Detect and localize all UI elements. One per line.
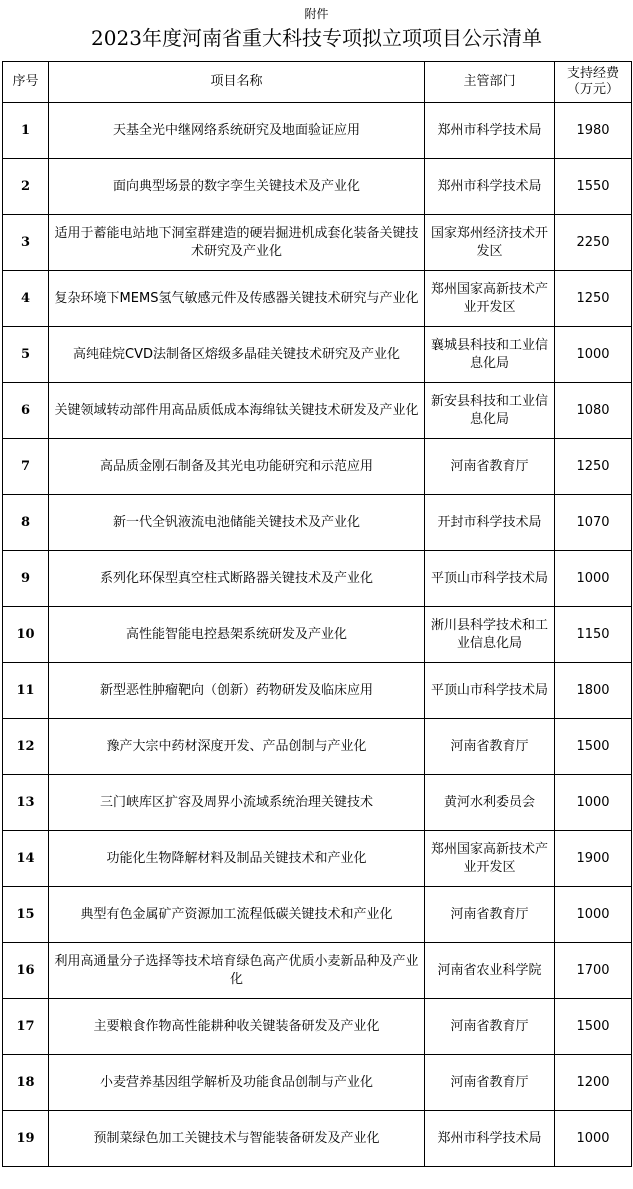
table-row <box>3 663 632 719</box>
table-row <box>3 159 632 215</box>
funding-cell: 1980 <box>555 103 632 159</box>
table-row <box>3 551 632 607</box>
funding-cell: 1250 <box>555 439 632 495</box>
project-name-cell: 预制菜绿色加工关键技术与智能装备研发及产业化 <box>49 1111 425 1167</box>
table-row <box>3 215 632 271</box>
table-header-row <box>3 62 632 103</box>
table-row <box>3 607 632 663</box>
table-row <box>3 1111 632 1167</box>
row-number-cell: 9 <box>3 551 49 607</box>
funding-cell: 1000 <box>555 327 632 383</box>
table-row <box>3 1055 632 1111</box>
department-cell: 新安县科技和工业信息化局 <box>425 383 555 439</box>
row-number-cell: 10 <box>3 607 49 663</box>
table-row <box>3 719 632 775</box>
funding-cell: 1070 <box>555 495 632 551</box>
department-cell: 郑州国家高新技术产业开发区 <box>425 831 555 887</box>
funding-cell: 1550 <box>555 159 632 215</box>
project-name-cell: 典型有色金属矿产资源加工流程低碳关键技术和产业化 <box>49 887 425 943</box>
funding-cell: 1800 <box>555 663 632 719</box>
funding-cell: 1250 <box>555 271 632 327</box>
project-name-cell: 高纯硅烷CVD法制备区熔级多晶硅关键技术研究及产业化 <box>49 327 425 383</box>
funding-cell: 1500 <box>555 719 632 775</box>
department-cell: 郑州国家高新技术产业开发区 <box>425 271 555 327</box>
department-cell: 河南省教育厅 <box>425 719 555 775</box>
funding-cell: 1900 <box>555 831 632 887</box>
department-cell: 开封市科学技术局 <box>425 495 555 551</box>
funding-cell: 1200 <box>555 1055 632 1111</box>
funding-cell: 1150 <box>555 607 632 663</box>
project-name-cell: 复杂环境下MEMS氢气敏感元件及传感器关键技术研究与产业化 <box>49 271 425 327</box>
row-number-cell: 3 <box>3 215 49 271</box>
row-number-cell: 2 <box>3 159 49 215</box>
project-table <box>2 61 632 1167</box>
page-title: 2023年度河南省重大科技专项拟立项项目公示清单 <box>91 26 542 50</box>
table-row <box>3 103 632 159</box>
table-row <box>3 831 632 887</box>
department-cell: 河南省教育厅 <box>425 1055 555 1111</box>
column-header-funds-line2: （万元） <box>566 82 619 97</box>
funding-cell: 1000 <box>555 887 632 943</box>
project-name-cell: 小麦营养基因组学解析及功能食品创制与产业化 <box>49 1055 425 1111</box>
row-number-cell: 7 <box>3 439 49 495</box>
project-name-cell: 系列化环保型真空柱式断路器关键技术及产业化 <box>49 551 425 607</box>
project-name-cell: 高性能智能电控悬架系统研发及产业化 <box>49 607 425 663</box>
row-number-cell: 8 <box>3 495 49 551</box>
row-number-cell: 19 <box>3 1111 49 1167</box>
table-row <box>3 327 632 383</box>
funding-cell: 2250 <box>555 215 632 271</box>
row-number-cell: 13 <box>3 775 49 831</box>
project-name-cell: 豫产大宗中药材深度开发、产品创制与产业化 <box>49 719 425 775</box>
project-name-cell: 关键领域转动部件用高品质低成本海绵钛关键技术研发及产业化 <box>49 383 425 439</box>
department-cell: 河南省教育厅 <box>425 439 555 495</box>
funding-cell: 1700 <box>555 943 632 999</box>
table-row <box>3 271 632 327</box>
column-header-name: 项目名称 <box>49 62 425 103</box>
table-row <box>3 999 632 1055</box>
row-number-cell: 18 <box>3 1055 49 1111</box>
project-name-cell: 主要粮食作物高性能耕种收关键装备研发及产业化 <box>49 999 425 1055</box>
project-name-cell: 新一代全钒液流电池储能关键技术及产业化 <box>49 495 425 551</box>
project-name-cell: 高品质金刚石制备及其光电功能研究和示范应用 <box>49 439 425 495</box>
row-number-cell: 12 <box>3 719 49 775</box>
department-cell: 襄城县科技和工业信息化局 <box>425 327 555 383</box>
department-cell: 郑州市科学技术局 <box>425 103 555 159</box>
funding-cell: 1080 <box>555 383 632 439</box>
department-cell: 黄河水利委员会 <box>425 775 555 831</box>
row-number-cell: 6 <box>3 383 49 439</box>
department-cell: 平顶山市科学技术局 <box>425 663 555 719</box>
funding-cell: 1000 <box>555 551 632 607</box>
department-cell: 河南省教育厅 <box>425 999 555 1055</box>
column-header-funds-line1: 支持经费 <box>566 66 619 81</box>
row-number-cell: 1 <box>3 103 49 159</box>
project-name-cell: 利用高通量分子选择等技术培育绿色高产优质小麦新品种及产业化 <box>49 943 425 999</box>
department-cell: 平顶山市科学技术局 <box>425 551 555 607</box>
column-header-funds <box>555 62 632 103</box>
row-number-cell: 11 <box>3 663 49 719</box>
department-cell: 郑州市科学技术局 <box>425 159 555 215</box>
department-cell: 淅川县科学技术和工业信息化局 <box>425 607 555 663</box>
project-name-cell: 功能化生物降解材料及制品关键技术和产业化 <box>49 831 425 887</box>
department-cell: 国家郑州经济技术开发区 <box>425 215 555 271</box>
table-body <box>3 103 632 1167</box>
department-cell: 河南省农业科学院 <box>425 943 555 999</box>
funding-cell: 1500 <box>555 999 632 1055</box>
table-row <box>3 439 632 495</box>
project-name-cell: 新型恶性肿瘤靶向（创新）药物研发及临床应用 <box>49 663 425 719</box>
column-header-no: 序号 <box>3 62 49 103</box>
row-number-cell: 17 <box>3 999 49 1055</box>
row-number-cell: 15 <box>3 887 49 943</box>
attachment-label: 附件 <box>304 7 329 21</box>
table-row <box>3 383 632 439</box>
project-name-cell: 适用于蓄能电站地下洞室群建造的硬岩掘进机成套化装备关键技术研究及产业化 <box>49 215 425 271</box>
table-row <box>3 775 632 831</box>
column-header-dept: 主管部门 <box>425 62 555 103</box>
table-row <box>3 495 632 551</box>
project-name-cell: 三门峡库区扩容及周界小流域系统治理关键技术 <box>49 775 425 831</box>
project-name-cell: 天基全光中继网络系统研究及地面验证应用 <box>49 103 425 159</box>
department-cell: 郑州市科学技术局 <box>425 1111 555 1167</box>
row-number-cell: 4 <box>3 271 49 327</box>
table-row <box>3 943 632 999</box>
row-number-cell: 16 <box>3 943 49 999</box>
department-cell: 河南省教育厅 <box>425 887 555 943</box>
funding-cell: 1000 <box>555 1111 632 1167</box>
row-number-cell: 5 <box>3 327 49 383</box>
document-header <box>0 0 633 60</box>
row-number-cell: 14 <box>3 831 49 887</box>
project-name-cell: 面向典型场景的数字孪生关键技术及产业化 <box>49 159 425 215</box>
table-row <box>3 887 632 943</box>
funding-cell: 1000 <box>555 775 632 831</box>
